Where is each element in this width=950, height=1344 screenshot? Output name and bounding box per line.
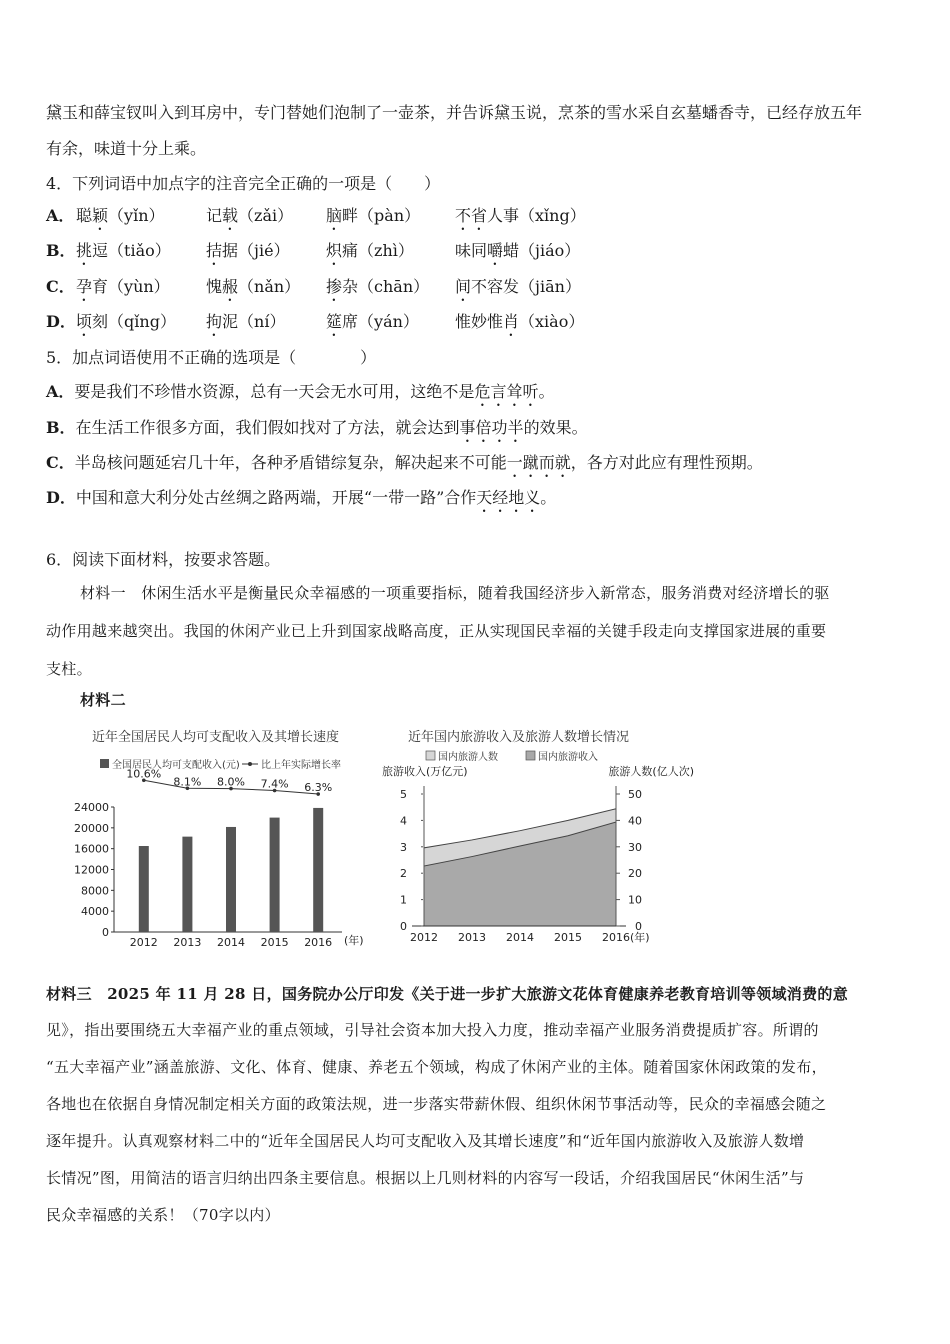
pinyin: （jiáo） <box>519 241 581 260</box>
legend-label: 比上年实际增长率 <box>261 760 341 771</box>
q4-word <box>76 206 165 234</box>
legend-label: 国内旅游人数 <box>438 752 498 763</box>
chart1-title: 近年全国居民人均可支配收入及其增长速度 <box>92 730 340 745</box>
x-tick-label: 2014 <box>506 931 534 944</box>
q4-word <box>326 206 420 234</box>
y-left-title: 旅游收入(万亿元) <box>382 765 468 778</box>
q4-word <box>206 277 300 305</box>
y-tick-label: 20000 <box>74 821 109 835</box>
q4-word <box>206 241 290 269</box>
material-3-line: “五大幸福产业”涵盖旅游、文化、体育、健康、养老五个领域，构成了休闲产业的主体。随着国家休闲政策的发布， <box>46 1058 827 1076</box>
q5-option-label: B． <box>46 418 76 437</box>
dotted-char: 顷 <box>76 312 93 331</box>
y-left-tick-label: 3 <box>400 840 407 854</box>
growth-label: 10.6% <box>126 767 162 781</box>
pinyin: （nǎn） <box>238 277 301 296</box>
dotted-char: 嚼 <box>487 241 504 260</box>
q5-stem: 5．加点词语使用不正确的选项是（ ） <box>46 348 377 367</box>
x-unit-label: (年) <box>630 931 650 944</box>
q5-option <box>46 453 763 481</box>
material-2-label: 材料二 <box>80 691 126 709</box>
option-text: 要是我们不珍惜水资源，总有一天会无水可用，这绝不是 <box>74 382 475 401</box>
q4-word <box>455 277 581 305</box>
x-tick-label: 2016 <box>304 936 333 949</box>
pinyin: （chān） <box>358 277 430 296</box>
income-bar <box>139 846 149 932</box>
word-text: 蜡 <box>503 241 520 260</box>
income-bar <box>226 827 236 932</box>
q4-option-label: B． <box>46 241 76 260</box>
pinyin: （ní） <box>238 312 286 331</box>
word-text: 刻 <box>92 312 109 331</box>
x-tick-label: 2013 <box>173 936 202 949</box>
pinyin: （zhì） <box>358 241 414 260</box>
q4-option-label: D． <box>46 312 76 331</box>
pinyin: （zǎi） <box>238 206 294 225</box>
material-3-line: 长情况”图，用简洁的语言归纳出四条主要信息。根据以上几则材料的内容写一段话，介绍我国居民“休闲生活”与 <box>46 1169 805 1187</box>
word-text: 据 <box>222 241 239 260</box>
chart2-title: 近年国内旅游收入及旅游人数增长情况 <box>408 730 630 745</box>
y-right-tick-label: 20 <box>628 867 642 881</box>
material-1-line-1: 材料一 休闲生活水平是衡量民众幸福感的一项重要指标，随着我国经济步入新常态，服务消费对经济增长的驱 <box>80 584 830 602</box>
y-right-tick-label: 0 <box>635 920 642 933</box>
q4-word <box>455 312 584 340</box>
legend-marker <box>248 762 252 766</box>
y-right-tick-label: 40 <box>628 814 642 828</box>
word-text: 畔 <box>342 206 359 225</box>
word-text: 泥 <box>222 312 239 331</box>
x-unit-label: (年) <box>344 934 364 947</box>
y-left-tick-label: 0 <box>400 920 407 933</box>
q5-option-label: C． <box>46 453 75 472</box>
dotted-char: 颖 <box>92 206 109 225</box>
q4-word <box>455 241 580 269</box>
option-text: 半岛核问题延宕几十年，各种矛盾错综复杂，解决起来不可能 <box>74 453 507 472</box>
q4-word <box>455 206 586 234</box>
dotted-char: 不省 <box>455 206 488 225</box>
q5-option <box>46 488 556 516</box>
y-right-title: 旅游人数(亿人次) <box>608 765 694 778</box>
pinyin: （tiǎo） <box>108 241 171 260</box>
y-tick-label: 24000 <box>74 801 109 814</box>
q4-word <box>206 206 293 234</box>
dotted-char: 挑 <box>76 241 93 260</box>
material-3-line: 逐年提升。认真观察材料二中的“近年全国居民人均可支配收入及其增长速度”和“近年国内旅游收入及旅游人数增 <box>46 1132 805 1150</box>
tourism-chart <box>378 745 698 950</box>
intro-line-1: 黛玉和薛宝钗叫入到耳房中，专门替她们泡制了一壶茶，并告诉黛玉说，烹茶的雪水采自玄墓蟠香寺，已经存放五年 <box>46 103 863 122</box>
q4-word <box>326 277 429 305</box>
y-tick-label: 0 <box>102 926 109 939</box>
q4-word <box>326 241 414 269</box>
dotted-char: 炽 <box>326 241 343 260</box>
option-text: 的效果。 <box>523 418 588 437</box>
dotted-phrase: 事倍功半 <box>459 418 524 437</box>
dotted-char: 孕 <box>76 277 93 296</box>
word-text: 逗 <box>92 241 109 260</box>
legend-swatch-people <box>426 751 435 760</box>
intro-line-2: 有余，味道十分上乘。 <box>46 139 207 158</box>
x-tick-label: 2015 <box>260 936 289 949</box>
dotted-char: 间 <box>455 277 472 296</box>
option-text: 。 <box>538 382 555 401</box>
option-text: 。 <box>540 488 557 507</box>
income-bar <box>270 818 280 932</box>
legend-swatch-bar <box>100 759 109 768</box>
y-tick-label: 12000 <box>74 863 109 877</box>
dotted-phrase: 一蹴而就 <box>506 453 571 472</box>
x-tick-label: 2016 <box>602 931 630 944</box>
word-text: 记 <box>206 206 223 225</box>
material-1-line-3: 支柱。 <box>46 660 92 678</box>
word-text: 痛 <box>342 241 359 260</box>
word-text: 育 <box>92 277 109 296</box>
pinyin: （xiào） <box>519 312 585 331</box>
y-left-tick-label: 1 <box>400 893 407 907</box>
x-tick-label: 2015 <box>554 931 582 944</box>
dotted-char: 赧 <box>222 277 239 296</box>
q4-option-label: C． <box>46 277 75 296</box>
legend-label: 国内旅游收入 <box>538 752 598 763</box>
y-tick-label: 4000 <box>81 905 109 919</box>
y-left-tick-label: 4 <box>400 814 407 828</box>
growth-label: 8.0% <box>217 775 245 789</box>
q4-stem: 4．下列词语中加点字的注音完全正确的一项是（ ） <box>46 174 441 193</box>
material-3-line: 见》，指出要围绕五大幸福产业的重点领域，引导社会资本加大投入力度，推动幸福产业服务消费提质扩容。所谓的 <box>46 1021 819 1039</box>
q5-option-label: D． <box>46 488 76 507</box>
growth-label: 8.1% <box>173 775 202 789</box>
x-tick-label: 2013 <box>458 931 486 944</box>
dotted-char: 筵 <box>326 312 343 331</box>
material-3-line: 民众幸福感的关系！（70字以内） <box>46 1206 280 1224</box>
income-bar <box>313 808 323 932</box>
pinyin: （yǐn） <box>108 206 165 225</box>
pinyin: （yán） <box>358 312 419 331</box>
x-tick-label: 2012 <box>410 931 438 944</box>
dotted-char: 肖 <box>503 312 520 331</box>
dotted-char: 拮 <box>206 241 223 260</box>
material-1-line-2: 动作用越来越突出。我国的休闲产业已上升到国家战略高度，正从实现国民幸福的关键手段走向支撑国家进展的重要 <box>46 622 827 640</box>
word-text: 愧 <box>206 277 223 296</box>
q4-word <box>76 277 170 305</box>
y-left-tick-label: 2 <box>400 867 407 881</box>
q4-word <box>76 241 171 269</box>
q5-option-label: A． <box>46 382 75 401</box>
word-text: 味同 <box>455 241 488 260</box>
y-left-tick-label: 5 <box>400 788 407 801</box>
option-text: 在生活工作很多方面，我们假如找对了方法，就会达到 <box>75 418 460 437</box>
growth-label: 6.3% <box>304 781 333 795</box>
pinyin: （jiān） <box>519 277 581 296</box>
legend-swatch-income <box>526 751 535 760</box>
pinyin: （qǐng） <box>108 312 176 331</box>
y-right-tick-label: 30 <box>628 840 642 854</box>
dotted-phrase: 危言耸听 <box>474 382 539 401</box>
word-text: 惟妙惟 <box>455 312 504 331</box>
word-text: 聪 <box>76 206 93 225</box>
x-tick-label: 2012 <box>129 936 158 949</box>
q4-option-label: A． <box>46 206 75 225</box>
option-text: ，各方对此应有理性预期。 <box>570 453 763 472</box>
q4-word <box>206 312 285 340</box>
pinyin: （jié） <box>238 241 290 260</box>
option-text: 中国和意大利分处古丝绸之路两端，开展“一带一路”合作 <box>75 488 477 507</box>
y-right-tick-label: 10 <box>628 893 642 907</box>
dotted-phrase: 天经地义 <box>476 488 541 507</box>
material-3-line: 材料三 2025 年 11 月 28 日，国务院办公厅印发《关于进一步扩大旅游文花体育健康养老教育培训等领域消费的意 <box>46 985 849 1003</box>
q4-word <box>326 312 419 340</box>
legend-label: 全国居民人均可支配收入(元) <box>112 760 240 771</box>
dotted-char: 拘 <box>206 312 223 331</box>
dotted-char: 载 <box>222 206 239 225</box>
pinyin: （yùn） <box>108 277 170 296</box>
word-text: 席 <box>342 312 359 331</box>
material-3-line: 各地也在依据自身情况制定相关方面的政策法规，进一步落实带薪休假、组织休闲节事活动等，民众的幸福感会随之 <box>46 1095 827 1113</box>
q4-word <box>76 312 176 340</box>
pinyin: （xǐng） <box>519 206 586 225</box>
word-text: 人事 <box>487 206 520 225</box>
y-right-tick-label: 50 <box>628 788 642 801</box>
q5-option <box>46 418 588 446</box>
word-text: 杂 <box>342 277 359 296</box>
word-text: 不容发 <box>471 277 520 296</box>
dotted-char: 掺 <box>326 277 343 296</box>
income-bar <box>182 837 192 932</box>
y-tick-label: 16000 <box>74 842 109 856</box>
q5-option <box>46 382 554 410</box>
growth-label: 7.4% <box>260 777 289 791</box>
dotted-char: 脑 <box>326 206 343 225</box>
pinyin: （pàn） <box>358 206 421 225</box>
q6-stem: 6．阅读下面材料，按要求答题。 <box>46 550 281 569</box>
y-tick-label: 8000 <box>81 884 109 898</box>
income-chart <box>62 745 372 950</box>
x-tick-label: 2014 <box>217 936 245 949</box>
